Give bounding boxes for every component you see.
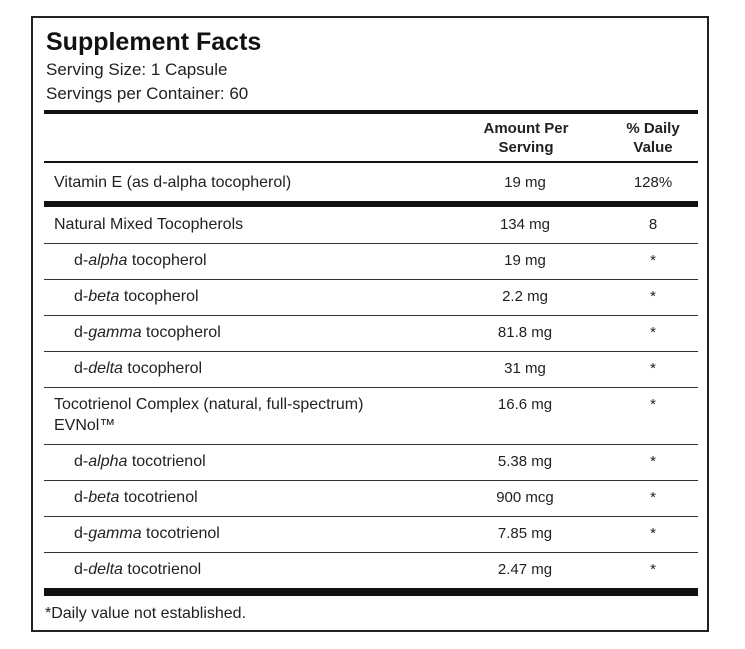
nutrient-name: d-beta tocopherol xyxy=(74,288,199,305)
table-row xyxy=(44,517,698,552)
nutrient-amount: 7.85 mg xyxy=(497,525,553,542)
table-row xyxy=(44,207,698,243)
nutrient-dv: * xyxy=(650,525,656,542)
nutrient-amount: 2.2 mg xyxy=(502,288,548,305)
nutrient-name: d-beta tocotrienol xyxy=(74,489,198,506)
table-row xyxy=(44,481,698,516)
nutrient-name: d-delta tocotrienol xyxy=(74,561,202,578)
nutrient-dv: * xyxy=(650,561,656,578)
nutrient-amount: 19 mg xyxy=(504,174,546,191)
nutrient-name: d-alpha tocopherol xyxy=(74,252,207,269)
amount-per-serving-header: Amount Per Serving xyxy=(483,120,569,156)
nutrient-amount: 900 mcg xyxy=(496,489,554,506)
table-row xyxy=(44,445,698,480)
nutrient-dv: * xyxy=(650,252,656,269)
nutrient-amount: 5.38 mg xyxy=(497,453,553,470)
nutrient-dv: 128% xyxy=(633,174,673,191)
table-row xyxy=(44,316,698,351)
daily-value-header: % Daily Value xyxy=(626,120,680,156)
nutrient-dv: * xyxy=(650,324,656,341)
table-row xyxy=(44,244,698,279)
nutrient-name: Vitamin E (as d-alpha tocopherol) xyxy=(54,174,292,191)
nutrient-amount: 16.6 mg xyxy=(497,396,553,413)
thick-divider-bottom xyxy=(44,588,698,596)
nutrient-amount: 19 mg xyxy=(504,252,546,269)
nutrient-dv: * xyxy=(650,360,656,377)
supplement-facts-panel xyxy=(31,16,709,632)
nutrient-amount: 31 mg xyxy=(504,360,546,377)
nutrient-name: d-delta tocopherol xyxy=(74,360,203,377)
nutrient-dv: * xyxy=(650,396,656,413)
table-row xyxy=(44,352,698,387)
table-row xyxy=(44,388,698,444)
panel-title: Supplement Facts xyxy=(46,28,262,56)
table-row xyxy=(44,163,698,201)
nutrient-name: Natural Mixed Tocopherols xyxy=(54,216,244,233)
nutrient-dv: * xyxy=(650,288,656,305)
nutrient-dv: 8 xyxy=(648,216,658,233)
nutrient-dv: * xyxy=(650,453,656,470)
footnote: *Daily value not established. xyxy=(45,605,247,622)
serving-size: Serving Size: 1 Capsule xyxy=(46,60,228,79)
nutrient-dv: * xyxy=(650,489,656,506)
servings-per-container: Servings per Container: 60 xyxy=(46,84,249,103)
table-row xyxy=(44,553,698,588)
table-row xyxy=(44,280,698,315)
nutrient-name: d-gamma tocopherol xyxy=(74,324,221,341)
nutrient-name: d-alpha tocotrienol xyxy=(74,453,206,470)
thick-divider-top xyxy=(44,110,698,114)
nutrient-amount: 134 mg xyxy=(499,216,551,233)
nutrient-name: Tocotrienol Complex (natural, full-spectrum) EVNol™ xyxy=(54,396,364,434)
nutrient-amount: 2.47 mg xyxy=(497,561,553,578)
nutrient-name: d-gamma tocotrienol xyxy=(74,525,220,542)
nutrient-amount: 81.8 mg xyxy=(497,324,553,341)
